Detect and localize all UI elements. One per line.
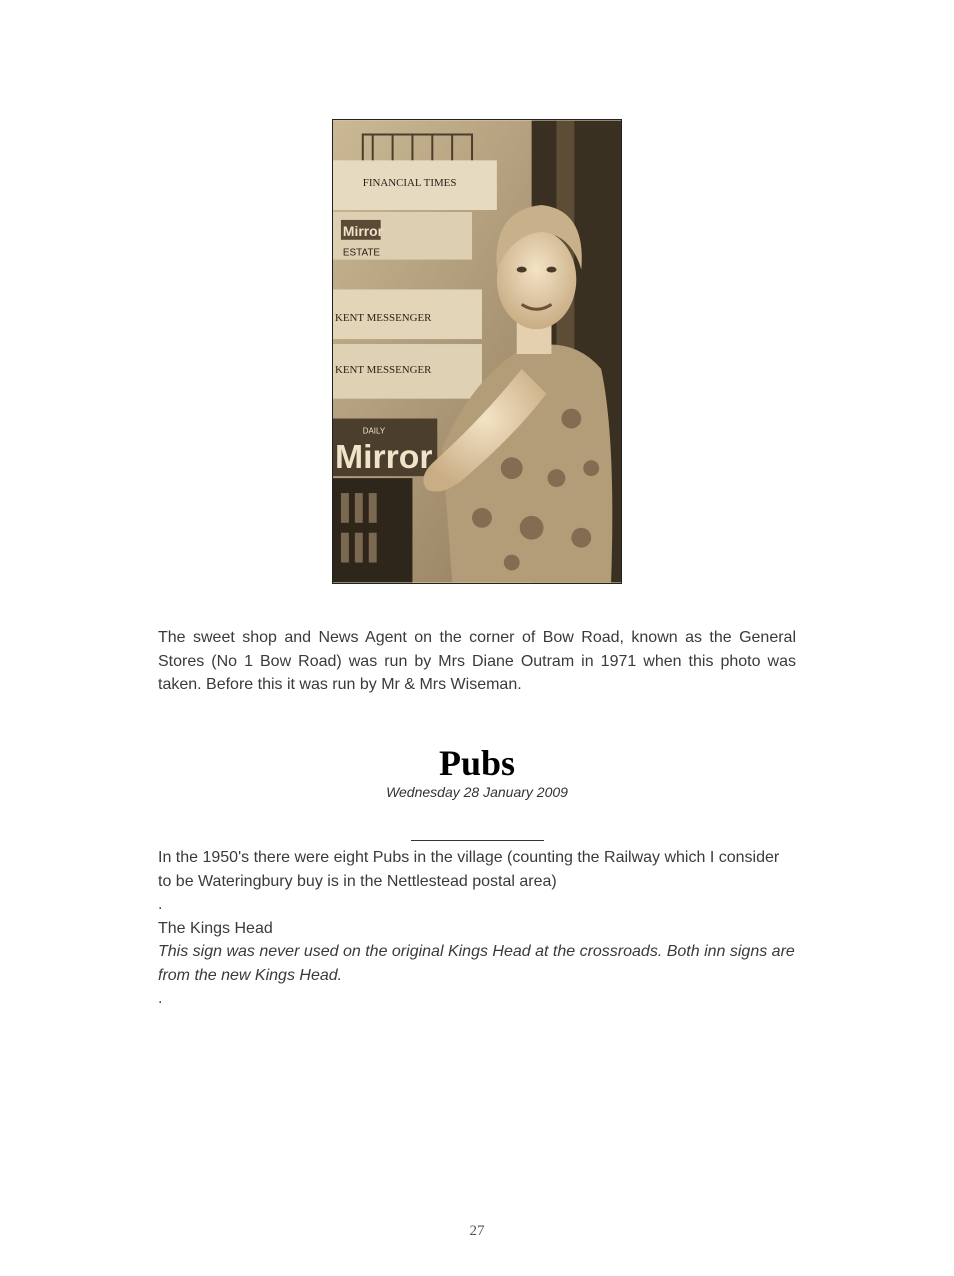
article-title: Pubs: [438, 743, 516, 783]
sign-note: This sign was never used on the original Kings Head at the crossroads. Both inn signs are from the new Kings Head.: [158, 943, 795, 984]
photo-sign-text: Mirror: [334, 438, 433, 477]
article-paragraph: .: [158, 896, 163, 913]
article-paragraph: In the 1950's there were eight Pubs in the village (counting the Railway which I consider to be Wateringbury buy is in the Nettlestead postal area): [158, 849, 780, 890]
article-date: Wednesday 28 January 2009: [386, 784, 568, 800]
article-paragraph: .: [158, 990, 163, 1007]
article-body: [158, 846, 796, 1011]
photo-sign-text: Mirror: [342, 222, 384, 239]
divider: [411, 840, 544, 841]
photo-sign-text: KENT MESSENGER: [334, 312, 432, 325]
newsagent-photo-illustration: [333, 120, 621, 583]
photo-sign-text: FINANCIAL TIMES: [362, 177, 457, 190]
photo-sign-text: KENT MESSENGER: [334, 363, 432, 376]
photo-sign-text: DAILY: [362, 426, 386, 436]
newsagent-photo: [332, 119, 622, 584]
page-number: 27: [469, 1223, 485, 1239]
article-paragraph: The Kings Head: [158, 919, 273, 937]
photo-sign-text: ESTATE: [342, 247, 381, 259]
photo-caption: The sweet shop and News Agent on the corner of Bow Road, known as the General Stores (No 1 Bow Road) was run by Mrs Diane Outram in 1971 when this photo was taken. Before this it was run by Mr & Mrs Wiseman.: [158, 629, 796, 693]
